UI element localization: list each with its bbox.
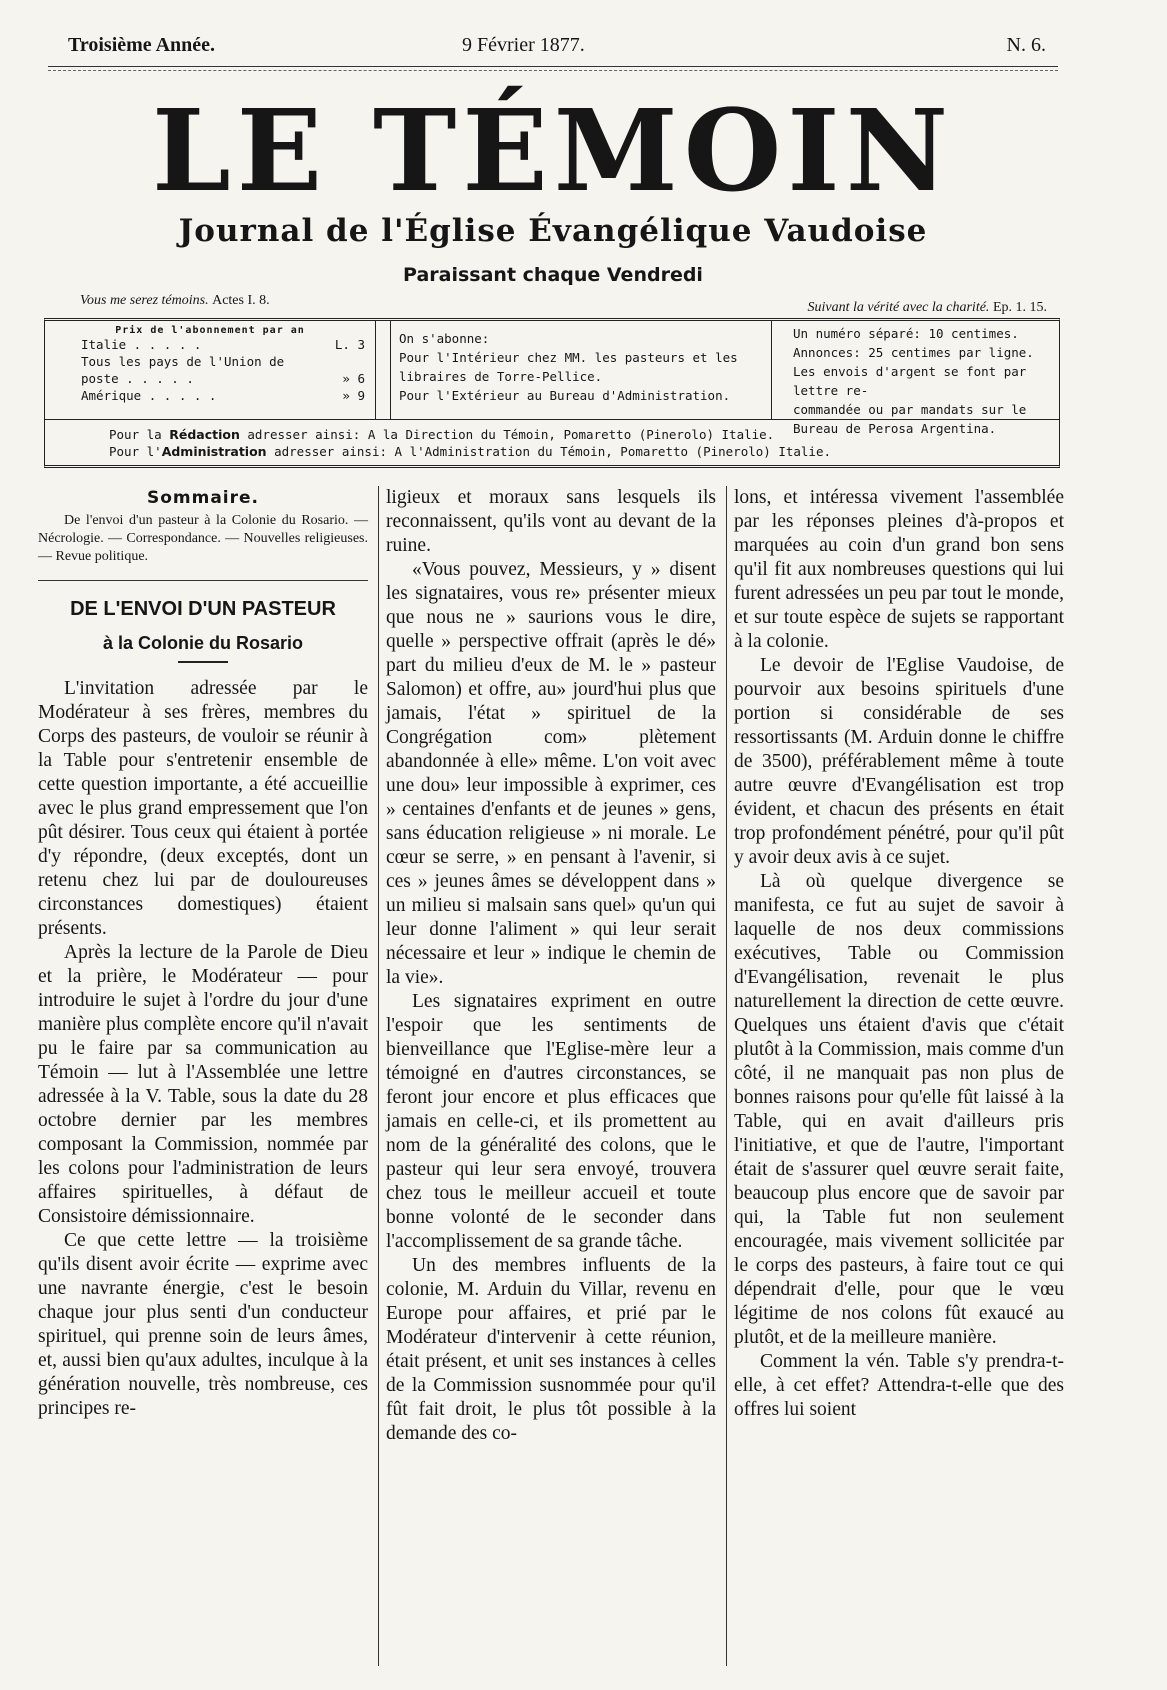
- publication-frequency: Paraissant chaque Vendredi: [403, 264, 703, 286]
- admin-address: Pour l'Administration adresser ainsi: A l'Administration du Témoin, Pomaretto (Pinerolo) Italie.: [109, 444, 832, 459]
- single-issue-line: commandée ou par mandats sur le: [793, 402, 1027, 417]
- issue-date: 9 Février 1877.: [462, 34, 585, 56]
- paragraph: Un des membres influents de la colonie, M. Arduin du Villar, revenu en Europe pour affaires, et prié par le Modérateur d'intervenir à cette réunion, était présent, et unit ses instances à celles de la Commission susnommée pour qu'il fût fait droit, le plus tôt possible à la demande des co-: [386, 1255, 716, 1444]
- title-dash: [178, 661, 228, 663]
- subscribe-line: Pour l'Intérieur chez MM. les pasteurs et les: [399, 350, 738, 365]
- price-title: Prix de l'abonnement par an: [115, 325, 305, 336]
- subscribe-line: libraires de Torre-Pellice.: [399, 369, 603, 384]
- price-row: Amérique . . . . . » 9: [81, 388, 365, 403]
- masthead-title: LE TÉMOIN: [151, 86, 955, 217]
- motto-left-ref: Actes I. 8.: [212, 293, 270, 308]
- column-rule: [726, 486, 727, 1666]
- subscribe-line: Pour l'Extérieur au Bureau d'Administration.: [399, 388, 731, 403]
- subscribe-line: On s'abonne:: [399, 331, 490, 346]
- column-rule: [378, 486, 379, 1666]
- subscription-box: [44, 318, 1060, 468]
- article-subtitle: à la Colonie du Rosario: [102, 633, 304, 653]
- sommaire-title: Sommaire.: [146, 488, 260, 508]
- single-issue-line: Bureau de Perosa Argentina.: [793, 421, 997, 436]
- single-issue-column: [785, 321, 1049, 436]
- article-columns: [38, 486, 1064, 1666]
- paragraph: Après la lecture de la Parole de Dieu et la prière, le Modérateur — pour introduire le sujet à l'ordre du jour d'une manière plus complète encore qu'il n'avait pu le faire par sa communication au Témoin — lut à l'Assemblée une lettre adressée à la V. Table, sous la date du 28 octobre dernier par les membres composant la Commission, nommée par les colons pour l'administration de leurs affaires spirituelles, à défaut de Consistoire démissionnaire.: [38, 942, 368, 1227]
- paragraph: ligieux et moraux sans lesquels ils reconnaissent, qu'ils vont au devant de la ruine.: [386, 487, 716, 556]
- quotation: «Vous pouvez, Messieurs, y » disent les signataires, vous re» présenter mieux que nous ne » saurions vous le dire, quelle » perspective offrait (après le dé» part du milieu d'eux de M. le » pasteur Salomon) et offre, au» jourd'hui plus que jamais, l'état » spirituel de la Congrégation com» plètement abandonnée à elle» même. L'on voit avec une dou» leur impossible à exprimer, ces » centaines d'enfants et de jeunes » gens, sans éducation religieuse » ni morale. Le cœur se serre, » en pensant à l'avenir, si ces » jeunes âmes se développent dans » un milieu si malsain sans quel» qu'un qui leur donne l'aliment » qui leur serait nécessaire et leur » indique le chemin de la vie».: [386, 559, 716, 988]
- single-issue-line: Les envois d'argent se font par lettre re-: [793, 364, 1027, 398]
- single-issue-line: Un numéro séparé: 10 centimes.: [793, 326, 1019, 341]
- redaction-address: Pour la Rédaction adresser ainsi: A la Direction du Témoin, Pomaretto (Pinerolo) Italie.: [109, 427, 775, 442]
- motto-right: [807, 300, 1047, 316]
- address-block: [45, 419, 1059, 460]
- section-separator: [38, 580, 368, 581]
- paragraph: lons, et intéressa vivement l'assemblée par les réponses pleines d'à-propos et marquées au coin d'un grand bon sens qu'il fit aux nombreuses questions qui lui furent adressées un peu par tout le monde, et sur toute espèce de sujets se rapportant à la colonie.: [734, 487, 1064, 652]
- issue-number: N. 6.: [1006, 34, 1046, 56]
- paragraph: Les signataires expriment en outre l'espoir que les sentiments de bienveillance que l'Eglise-mère leur a témoigné en d'autres circonstances, se feront jour encore et plus efficaces que jamais en celle-ci, et ils promettent au nom de la généralité des colons, que le pasteur qui leur sera envoyé, trouvera chez tous le meilleur accueil et toute bonne volonté de le seconder dans l'accomplissement de sa grande tâche.: [386, 991, 716, 1252]
- issue-year: Troisième Année.: [68, 34, 216, 56]
- column-2: [386, 486, 716, 1446]
- masthead-subtitle: Journal de l'Église Évangélique Vaudoise: [178, 213, 928, 249]
- column-1: [38, 486, 368, 1421]
- price-column: [45, 321, 376, 419]
- subscribe-column: [390, 321, 772, 419]
- column-3: [734, 486, 1064, 1422]
- price-row: Tous les pays de l'Union de: [81, 354, 285, 369]
- header-rule: [48, 66, 1058, 71]
- motto-right-text: Suivant la vérité avec la charité.: [807, 300, 990, 315]
- paragraph: Ce que cette lettre — la troisième qu'ils disent avoir écrite — exprime avec une navrante énergie, c'est le besoin chaque jour plus senti d'un conducteur spirituel, qui prenne soin de leurs âmes, et, aussi bien qu'aux adultes, inculque à la génération nouvelle, très nombreuse, ces principes re-: [38, 1230, 368, 1419]
- paragraph: L'invitation adressée par le Modérateur à ses frères, membres du Corps des pasteurs, de vouloir se réunir à la Table pour s'entretenir ensemble de cette question importante, a été accueillie avec le plus grand empressement que l'on pût désirer. Tous ceux qui étaient à portée d'y répondre, (deux exceptés, dont un retenu chez lui par de douloureuses circonstances domestiques) étaient présents.: [38, 678, 368, 939]
- motto-left: [80, 293, 270, 309]
- sommaire-text: De l'envoi d'un pasteur à la Colonie du Rosario. — Nécrologie. — Correspondance. — Nouvelles religieuses. — Revue politique.: [38, 513, 368, 564]
- article-title: DE L'ENVOI D'UN PASTEUR: [70, 598, 336, 620]
- single-issue-line: Annonces: 25 centimes par ligne.: [793, 345, 1034, 360]
- paragraph: Comment la vén. Table s'y prendra-t-elle, à cet effet? Attendra-t-elle que des offres lui soient: [734, 1351, 1064, 1420]
- paragraph: Là où quelque divergence se manifesta, ce fut au sujet de savoir à laquelle de nos deux commissions exécutives, Table ou Commission d'Evangélisation, revenait le plus naturellement la direction de cette œuvre. Quelques uns étaient d'avis que c'était plutôt à la Commission, mais comme d'un côté, il ne manquait pas non plus de bonnes raisons pour qu'elle fût laissé à la Table, qui en avait d'ailleurs pris l'initiative, et que de l'autre, l'important était de s'assurer quel œuvre serait faite, beaucoup plus encore que de savoir par qui, la Table fut non seulement encouragée, mais vivement sollicitée par le corps des pasteurs, à faire tout ce qui dépendrait d'elle, pour que le vœu légitime de nos colons fût exaucé au plutôt, et de la meilleure manière.: [734, 871, 1064, 1348]
- motto-right-ref: Ep. 1. 15.: [992, 300, 1047, 315]
- motto-left-text: Vous me serez témoins.: [80, 293, 209, 308]
- issue-header: [68, 34, 1046, 58]
- price-row: poste . . . . . » 6: [81, 371, 365, 386]
- price-row: Italie . . . . . L. 3: [81, 337, 365, 352]
- paragraph: Le devoir de l'Eglise Vaudoise, de pourvoir aux besoins spirituels d'une portion si considérable de ses ressortissants (M. Arduin donne le chiffre de 3500), préférablement même à toute autre œuvre d'Evangélisation est trop évident, et chacun des présents en était trop profondément pénétré, pour qu'il pût y avoir deux avis à ce sujet.: [734, 655, 1064, 868]
